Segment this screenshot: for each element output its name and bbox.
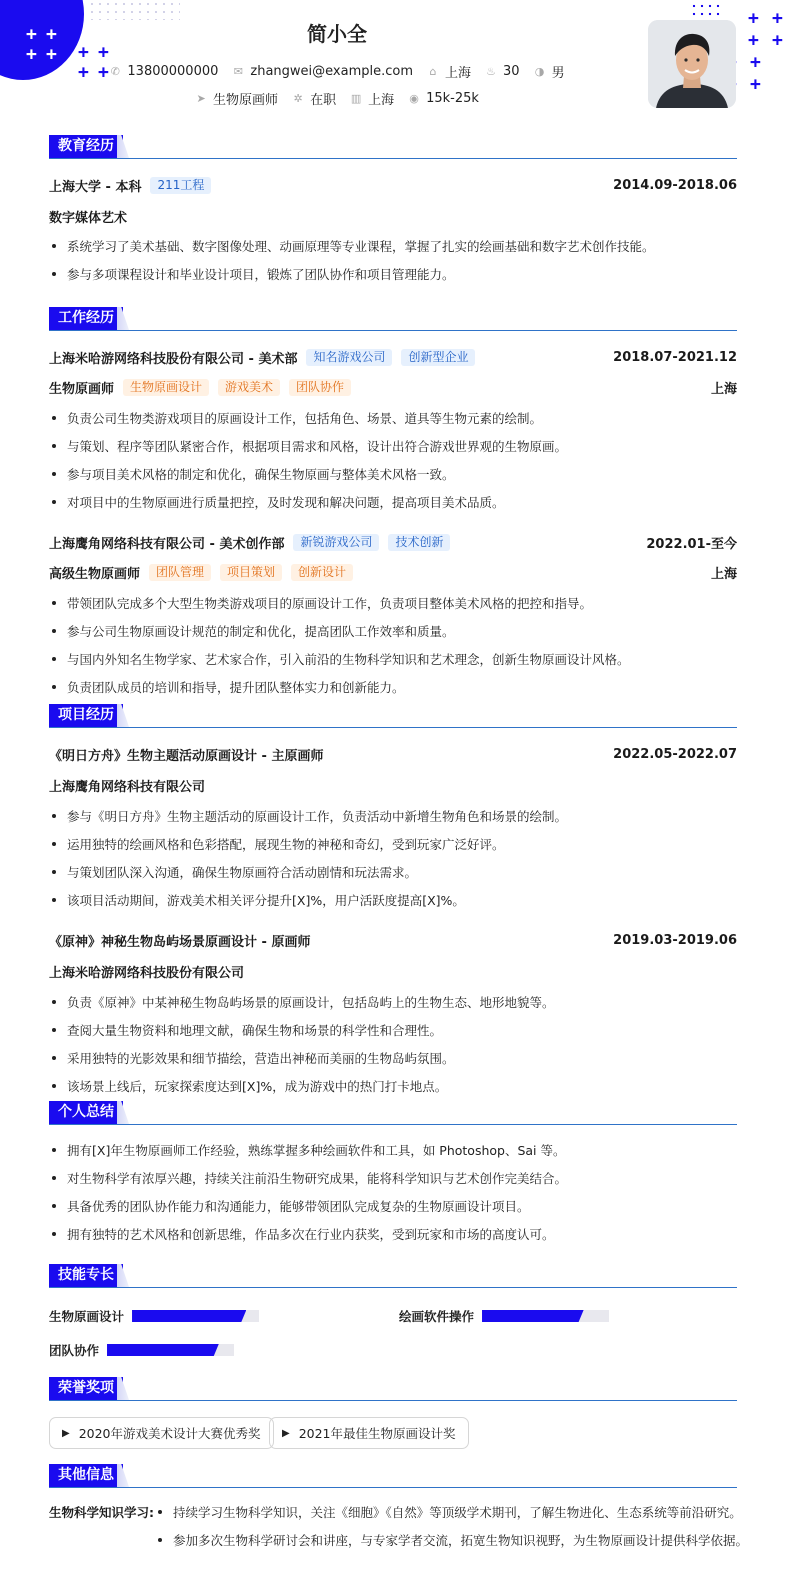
plus-decoration: +: [750, 74, 761, 95]
award-chip: ▶ 2021年最佳生物原画设计奖: [269, 1417, 469, 1449]
company-tag: 技术创新: [388, 534, 450, 551]
summary-bullets: [49, 1141, 737, 1243]
plus-decoration: +: [26, 44, 37, 65]
avatar: [648, 20, 736, 108]
role-tag: 团队管理: [149, 564, 211, 581]
age-info: ♨ 30: [486, 64, 520, 79]
status-info: ✲ 在职: [293, 92, 337, 108]
job-date: 2022.01-至今: [646, 537, 737, 552]
plus-decoration: +: [26, 24, 37, 45]
plus-decoration: +: [750, 52, 761, 73]
triangle-right-icon: ▶: [62, 1427, 70, 1439]
list-item: 系统学习了美术基础、数字图像处理、动画原理等专业课程，掌握了扎实的绘画基础和数字艺术创作技能。: [49, 237, 737, 255]
award-chip: ▶ 2020年游戏美术设计大赛优秀奖: [49, 1417, 274, 1449]
phone-info: ✆ 13800000000: [110, 64, 219, 79]
section-header: [49, 307, 737, 331]
mail-icon: ✉: [233, 65, 243, 78]
company-tag: 知名游戏公司: [306, 349, 392, 366]
section-title: 技能专长: [49, 1264, 123, 1287]
skill-bar: [132, 1310, 259, 1322]
work-section: [49, 307, 737, 696]
list-item: 参与项目美术风格的制定和优化，确保生物原画与整体美术风格一致。: [49, 465, 737, 483]
education-bullets: [49, 237, 737, 283]
skills-section: [49, 1264, 737, 1360]
city-info: ▥ 上海: [350, 92, 395, 108]
candidate-name: 简小全: [307, 22, 367, 46]
plus-decoration: +: [98, 62, 109, 83]
skill-bar-fill: [132, 1310, 246, 1322]
company-tag: 新锐游戏公司: [293, 534, 379, 551]
cake-icon: ♨: [486, 65, 496, 78]
skill-item: [49, 1307, 259, 1325]
project-name: 《原神》神秘生物岛屿场景原画设计 - 原画师: [49, 935, 311, 950]
section-title: 荣誉奖项: [49, 1377, 123, 1400]
list-item: 参与《明日方舟》生物主题活动的原画设计工作，负责活动中新增生物角色和场景的绘制。: [49, 807, 737, 825]
list-item: 采用独特的光影效果和细节描绘，营造出神秘而美丽的生物岛屿氛围。: [49, 1049, 737, 1067]
position-info: ➤ 生物原画师: [196, 92, 279, 108]
triangle-right-icon: ▶: [282, 1427, 290, 1439]
school-name: 上海大学 - 本科: [49, 180, 142, 195]
project-row: [49, 745, 737, 764]
gender-icon: ◑: [534, 65, 545, 78]
job-location: 上海: [710, 567, 737, 582]
project-date: 2019.03-2019.06: [613, 933, 737, 948]
salary-info: ◉ 15k-25k: [409, 91, 479, 106]
skill-bar: [107, 1344, 234, 1356]
gender-info: ◑ 男: [534, 65, 565, 81]
section-title: 个人总结: [49, 1101, 123, 1124]
job-role-row: [49, 563, 737, 582]
awards-section: [49, 1377, 737, 1451]
email-info[interactable]: ✉ zhangwei@example.com: [233, 64, 414, 79]
list-item: 负责《原神》中某神秘生物岛屿场景的原画设计，包括岛屿上的生物生态、地形地貌等。: [49, 993, 737, 1011]
section-title-accent: [117, 307, 129, 330]
section-header: [49, 1101, 737, 1125]
skill-bar: [482, 1310, 609, 1322]
money-icon: ◉: [409, 92, 419, 105]
job-intent-row: [0, 89, 674, 108]
section-title-accent: [117, 135, 129, 158]
skill-name: 团队协作: [49, 1343, 100, 1358]
dot-pattern: [88, 0, 180, 20]
role-tag: 团队协作: [289, 379, 351, 396]
other-section: [49, 1464, 749, 1563]
plus-decoration: +: [78, 42, 89, 63]
section-header: [49, 704, 737, 728]
skill-item: [399, 1307, 609, 1325]
job-location: 上海: [710, 382, 737, 397]
job-bullets: [49, 409, 737, 511]
skill-name: 生物原画设计: [49, 1309, 125, 1324]
skill-bar-fill: [107, 1344, 219, 1356]
role-tag: 游戏美术: [218, 379, 280, 396]
job-company-row: [49, 348, 737, 367]
skill-bar-fill: [482, 1310, 584, 1322]
education-section: [49, 135, 737, 283]
project-row: [49, 931, 737, 950]
section-title-accent: [117, 1464, 129, 1487]
role-tag: 创新设计: [291, 564, 353, 581]
company-tag: 创新型企业: [401, 349, 475, 366]
building-icon: ▥: [350, 92, 362, 105]
section-header: [49, 1377, 737, 1401]
section-title-accent: [117, 704, 129, 727]
list-item: 参与多项课程设计和毕业设计项目，锻炼了团队协作和项目管理能力。: [49, 265, 737, 283]
send-icon: ➤: [196, 92, 206, 105]
section-header: [49, 1264, 737, 1288]
other-bullets: [155, 1503, 748, 1549]
section-title: 项目经历: [49, 704, 123, 727]
contact-row: [0, 62, 674, 81]
project-company: 上海米哈游网络科技股份有限公司: [49, 966, 245, 981]
list-item: 与策划、程序等团队紧密合作，根据项目需求和风格，设计出符合游戏世界观的生物原画。: [49, 437, 737, 455]
plus-decoration: +: [748, 30, 759, 51]
section-title-accent: [117, 1101, 129, 1124]
skill-name: 绘画软件操作: [399, 1309, 475, 1324]
list-item: 带领团队完成多个大型生物类游戏项目的原画设计工作，负责项目整体美术风格的把控和指导。: [49, 594, 737, 612]
plus-decoration: +: [748, 8, 759, 29]
location-info: ⌂ 上海: [427, 62, 471, 81]
project-company: 上海鹰角网络科技有限公司: [49, 780, 206, 795]
list-item: 与国内外知名生物学家、艺术家合作，引入前沿的生物科学知识和艺术理念，创新生物原画设计风格。: [49, 650, 737, 668]
skill-item: [49, 1341, 234, 1359]
job-bullets: [49, 594, 737, 696]
role-tag: 项目策划: [220, 564, 282, 581]
plus-decoration: +: [772, 8, 783, 29]
school-tag: 211工程: [150, 177, 211, 194]
role-tag: 生物原画设计: [123, 379, 209, 396]
project-bullets: [49, 807, 737, 909]
list-item: 对生物科学有浓厚兴趣，持续关注前沿生物研究成果，能将科学知识与艺术创作完美结合。: [49, 1169, 737, 1187]
plus-decoration: +: [78, 62, 89, 83]
plus-decoration: +: [46, 44, 57, 65]
company-name: 上海鹰角网络科技有限公司 - 美术创作部: [49, 537, 285, 552]
list-item: 具备优秀的团队协作能力和沟通能力，能够带领团队完成复杂的生物原画设计项目。: [49, 1197, 737, 1215]
list-item: 该项目活动期间，游戏美术相关评分提升[X]%，用户活跃度提高[X]%。: [49, 891, 737, 909]
project-date: 2022.05-2022.07: [613, 747, 737, 762]
job-date: 2018.07-2021.12: [613, 350, 737, 365]
project-section: [49, 704, 737, 1095]
list-item: 参加多次生物科学研讨会和讲座，与专家学者交流，拓宽生物知识视野，为生物原画设计提供科学依据。: [155, 1531, 748, 1549]
plus-decoration: +: [46, 24, 57, 45]
phone-icon: ✆: [110, 65, 121, 78]
job-company-row: [49, 533, 737, 552]
project-name: 《明日方舟》生物主题活动原画设计 - 主原画师: [49, 749, 324, 764]
list-item: 查阅大量生物资料和地理文献，确保生物和场景的科学性和合理性。: [49, 1021, 737, 1039]
list-item: 负责公司生物类游戏项目的原画设计工作，包括角色、场景、道具等生物元素的绘制。: [49, 409, 737, 427]
list-item: 参与公司生物原画设计规范的制定和优化，提高团队工作效率和质量。: [49, 622, 737, 640]
job-role: 高级生物原画师: [49, 567, 141, 582]
section-header: [49, 135, 737, 159]
status-icon: ✲: [293, 92, 303, 105]
list-item: 对项目中的生物原画进行质量把控，及时发现和解决问题，提高项目美术品质。: [49, 493, 737, 511]
list-item: 与策划团队深入沟通，确保生物原画符合活动剧情和玩法需求。: [49, 863, 737, 881]
project-bullets: [49, 993, 737, 1095]
section-title: 工作经历: [49, 307, 123, 330]
list-item: 拥有独特的艺术风格和创新思维，作品多次在行业内获奖，受到玩家和市场的高度认可。: [49, 1225, 737, 1243]
list-item: 负责团队成员的培训和指导，提升团队整体实力和创新能力。: [49, 678, 737, 696]
home-icon: ⌂: [429, 65, 437, 78]
section-title: 教育经历: [49, 135, 123, 158]
plus-decoration: +: [98, 42, 109, 63]
list-item: 该场景上线后，玩家探索度达到[X]%，成为游戏中的热门打卡地点。: [49, 1077, 737, 1095]
list-item: 运用独特的绘画风格和色彩搭配，展现生物的神秘和奇幻，受到玩家广泛好评。: [49, 835, 737, 853]
job-role-row: [49, 378, 737, 397]
education-date: 2014.09-2018.06: [613, 178, 737, 193]
job-role: 生物原画师: [49, 382, 115, 397]
section-header: [49, 1464, 737, 1488]
other-label: 生物科学知识学习:: [49, 1505, 154, 1520]
section-title-accent: [117, 1377, 129, 1400]
section-title: 其他信息: [49, 1464, 123, 1487]
company-name: 上海米哈游网络科技股份有限公司 - 美术部: [49, 352, 298, 367]
plus-decoration: +: [772, 30, 783, 51]
list-item: 持续学习生物科学知识，关注《细胞》《自然》等顶级学术期刊，了解生物进化、生态系统等前沿研究。: [155, 1503, 748, 1521]
education-entry: [49, 176, 737, 195]
list-item: 拥有[X]年生物原画师工作经验，熟练掌握多种绘画软件和工具，如 Photoshop、Sai 等。: [49, 1141, 737, 1159]
section-title-accent: [117, 1264, 129, 1287]
summary-section: [49, 1101, 737, 1243]
major-name: 数字媒体艺术: [49, 211, 128, 226]
